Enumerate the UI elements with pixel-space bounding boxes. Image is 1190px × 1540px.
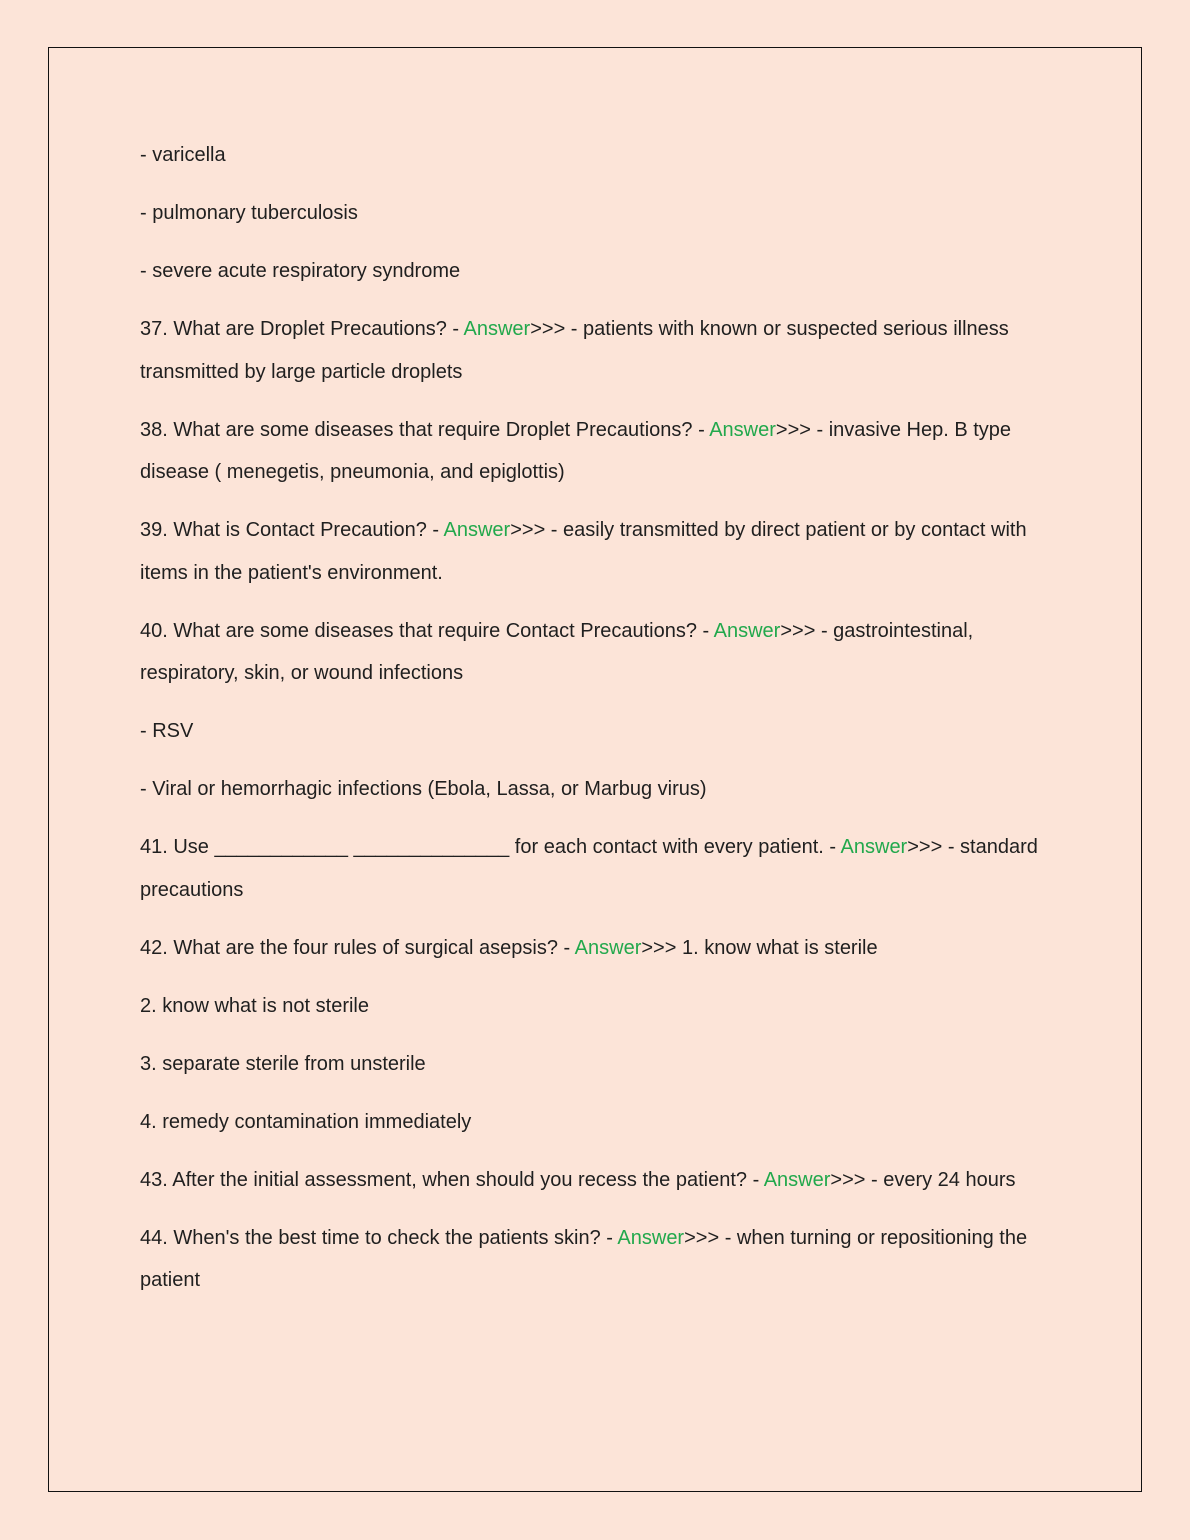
list-item-sars (140, 250, 1050, 293)
para-text: - Viral or hemorrhagic infections (Ebola, Lassa, or Marbug virus) (140, 778, 707, 800)
list-item-rsv (140, 710, 1050, 753)
answer-label: Answer (617, 1226, 685, 1249)
list-item-viral-hemorrhagic (140, 768, 1050, 811)
answer-label: Answer (763, 1168, 831, 1191)
question-38 (140, 409, 1050, 494)
answer-text: >>> - gastrointestinal, respiratory, skin, or wound infections (140, 619, 979, 684)
rule-4 (140, 1101, 1050, 1144)
para-text: 4. remedy contamination immediately (140, 1110, 472, 1133)
para-text: 3. separate sterile from unsterile (140, 1052, 426, 1075)
answer-label: Answer (840, 836, 908, 858)
answer-label: Answer (463, 318, 531, 340)
question-39 (140, 509, 1050, 594)
question-text: 39. What is Contact Precaution? - (140, 519, 444, 541)
question-text: 40. What are some diseases that require Contact Precautions? - (140, 619, 714, 642)
answer-text: >>> 1. know what is sterile (641, 936, 878, 959)
para-text: - varicella (140, 144, 226, 166)
question-text: 44. When's the best time to check the patients skin? - (140, 1226, 618, 1249)
rule-3 (140, 1043, 1050, 1086)
rule-2 (140, 985, 1050, 1028)
answer-text: >>> - every 24 hours (830, 1168, 1016, 1191)
answer-text: >>> - when turning or repositioning the patient (140, 1226, 1033, 1291)
answer-label: Answer (574, 936, 642, 959)
question-44 (140, 1217, 1050, 1302)
question-43 (140, 1159, 1050, 1202)
question-text: 43. After the initial assessment, when should you recess the patient? - (140, 1168, 764, 1191)
question-37 (140, 308, 1050, 393)
answer-text: >>> - patients with known or suspected serious illness transmitted by large particle droplets (140, 318, 1015, 383)
question-41 (140, 826, 1050, 911)
answer-text: >>> - invasive Hep. B type disease ( menegetis, pneumonia, and epiglottis) (140, 418, 1017, 483)
answer-label: Answer (709, 418, 776, 441)
para-text: - severe acute respiratory syndrome (140, 260, 461, 282)
para-text: - RSV (140, 720, 194, 742)
question-text: 42. What are the four rules of surgical asepsis? - (140, 936, 575, 959)
document-body (140, 134, 1050, 1317)
para-text: - pulmonary tuberculosis (140, 202, 358, 224)
answer-label: Answer (713, 619, 781, 642)
list-item-varicella (140, 134, 1050, 177)
answer-text: >>> - easily transmitted by direct patient or by contact with items in the patient's environment. (140, 519, 1033, 584)
question-text: 37. What are Droplet Precautions? - (140, 318, 464, 340)
question-text: 41. Use ____________ ______________ for each contact with every patient. - (140, 836, 841, 858)
question-text: 38. What are some diseases that require Droplet Precautions? - (140, 418, 710, 441)
list-item-pulmonary-tb (140, 192, 1050, 235)
answer-text: >>> - standard precautions (140, 836, 1044, 901)
answer-label: Answer (443, 519, 511, 541)
question-42 (140, 927, 1050, 970)
para-text: 2. know what is not sterile (140, 994, 369, 1017)
question-40 (140, 610, 1050, 695)
